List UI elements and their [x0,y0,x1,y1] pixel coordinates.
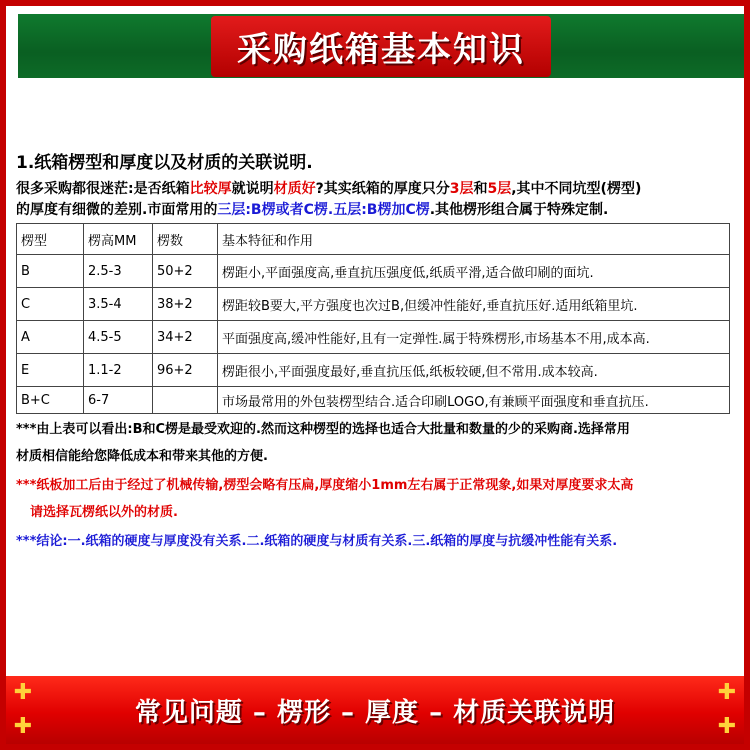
note-popular-flutes [16,416,734,470]
cell-flute-height: 2.5-3 [84,255,153,288]
note-line: ***由上表可以看出:B和C楞是最受欢迎的.然而这种楞型的选择也适合大批量和数量的少的采购商.选择常用 [16,422,630,437]
cell-flute-type: B [17,255,84,288]
header-flute-height: 楞高MM [84,224,153,255]
note-thickness-tolerance [16,472,734,526]
intro-line-1 [16,179,734,200]
intro-line-2 [16,200,734,221]
note-line: 材质相信能给您降低成本和带来其他的方便. [16,449,268,464]
cell-flute-type: E [17,354,84,387]
highlight-common-types: 三层:B楞或者C楞.五层:B楞加C楞 [217,202,430,218]
cell-flute-count: 96+2 [153,354,218,387]
cell-features: 平面强度高,缓冲性能好,且有一定弹性.属于特殊楞形,市场基本不用,成本高. [218,321,730,354]
cell-flute-height: 3.5-4 [84,288,153,321]
section-title: 1.纸箱楞型和厚度以及材质的关联说明. [16,153,313,173]
bottom-banner [6,676,744,744]
intro-text: 就说明 [231,181,274,197]
corner-ornament-icon: ✚ [13,714,33,739]
table-row [17,321,730,354]
highlight-3-layer: 3层 [449,181,474,197]
cell-features: 楞距小,平面强度高,垂直抗压强度低,纸质平滑,适合做印刷的面坑. [218,255,730,288]
header-flute-type: 楞型 [17,224,84,255]
table-row [17,255,730,288]
cell-flute-count: 34+2 [153,321,218,354]
intro-text: ,其中不同坑型(楞型) [511,181,642,197]
cell-flute-height: 1.1-2 [84,354,153,387]
intro-text: 很多采购都很迷茫:是否纸箱 [16,181,190,197]
intro-text: 和 [473,181,488,197]
intro-text: 的厚度有细微的差别.市面常用的 [16,202,218,218]
note-conclusion: ***结论:一.纸箱的硬度与厚度没有关系.二.纸箱的硬度与材质有关系.三.纸箱的厚度与抗缓冲性能有关系. [16,534,618,549]
page-title: 采购纸箱基本知识 [211,16,551,77]
cell-features: 楞距很小,平面强度最好,垂直抗压低,纸板较硬,但不常用.成本较高. [218,354,730,387]
cell-flute-height: 6-7 [84,387,153,414]
header-features: 基本特征和作用 [218,224,730,255]
cell-flute-type: A [17,321,84,354]
flute-spec-table [16,223,730,414]
highlight-thicker: 比较厚 [189,181,232,197]
footer-title: 常见问题 – 楞形 – 厚度 – 材质关联说明 [134,697,616,728]
corner-ornament-icon: ✚ [717,680,737,705]
cell-flute-count: 38+2 [153,288,218,321]
cell-flute-height: 4.5-5 [84,321,153,354]
top-banner [18,14,744,78]
highlight-5-layer: 5层 [487,181,512,197]
cell-flute-type: B+C [17,387,84,414]
highlight-material: 材质好 [273,181,316,197]
table-row [17,288,730,321]
intro-text: ?其实纸箱的厚度只分 [315,181,450,197]
corner-ornament-icon: ✚ [13,680,33,705]
table-header-row [17,224,730,255]
table-row [17,387,730,414]
cell-features: 市场最常用的外包装楞型结合.适合印刷LOGO,有兼顾平面强度和垂直抗压. [218,387,730,414]
cell-flute-count: 50+2 [153,255,218,288]
note-line: ***纸板加工后由于经过了机械传输,楞型会略有压扁,厚度缩小1mm左右属于正常现象,如果对厚度要求太高 [16,478,634,493]
corner-ornament-icon: ✚ [717,714,737,739]
table-row [17,354,730,387]
intro-text: .其他楞形组合属于特殊定制. [429,202,609,218]
intro-paragraph [16,179,734,221]
note-line: 请选择瓦楞纸以外的材质. [30,505,178,520]
header-flute-count: 楞数 [153,224,218,255]
cell-flute-count [153,387,218,414]
cell-features: 楞距较B要大,平方强度也次过B,但缓冲性能好,垂直抗压好.适用纸箱里坑. [218,288,730,321]
main-content [16,148,734,555]
cell-flute-type: C [17,288,84,321]
